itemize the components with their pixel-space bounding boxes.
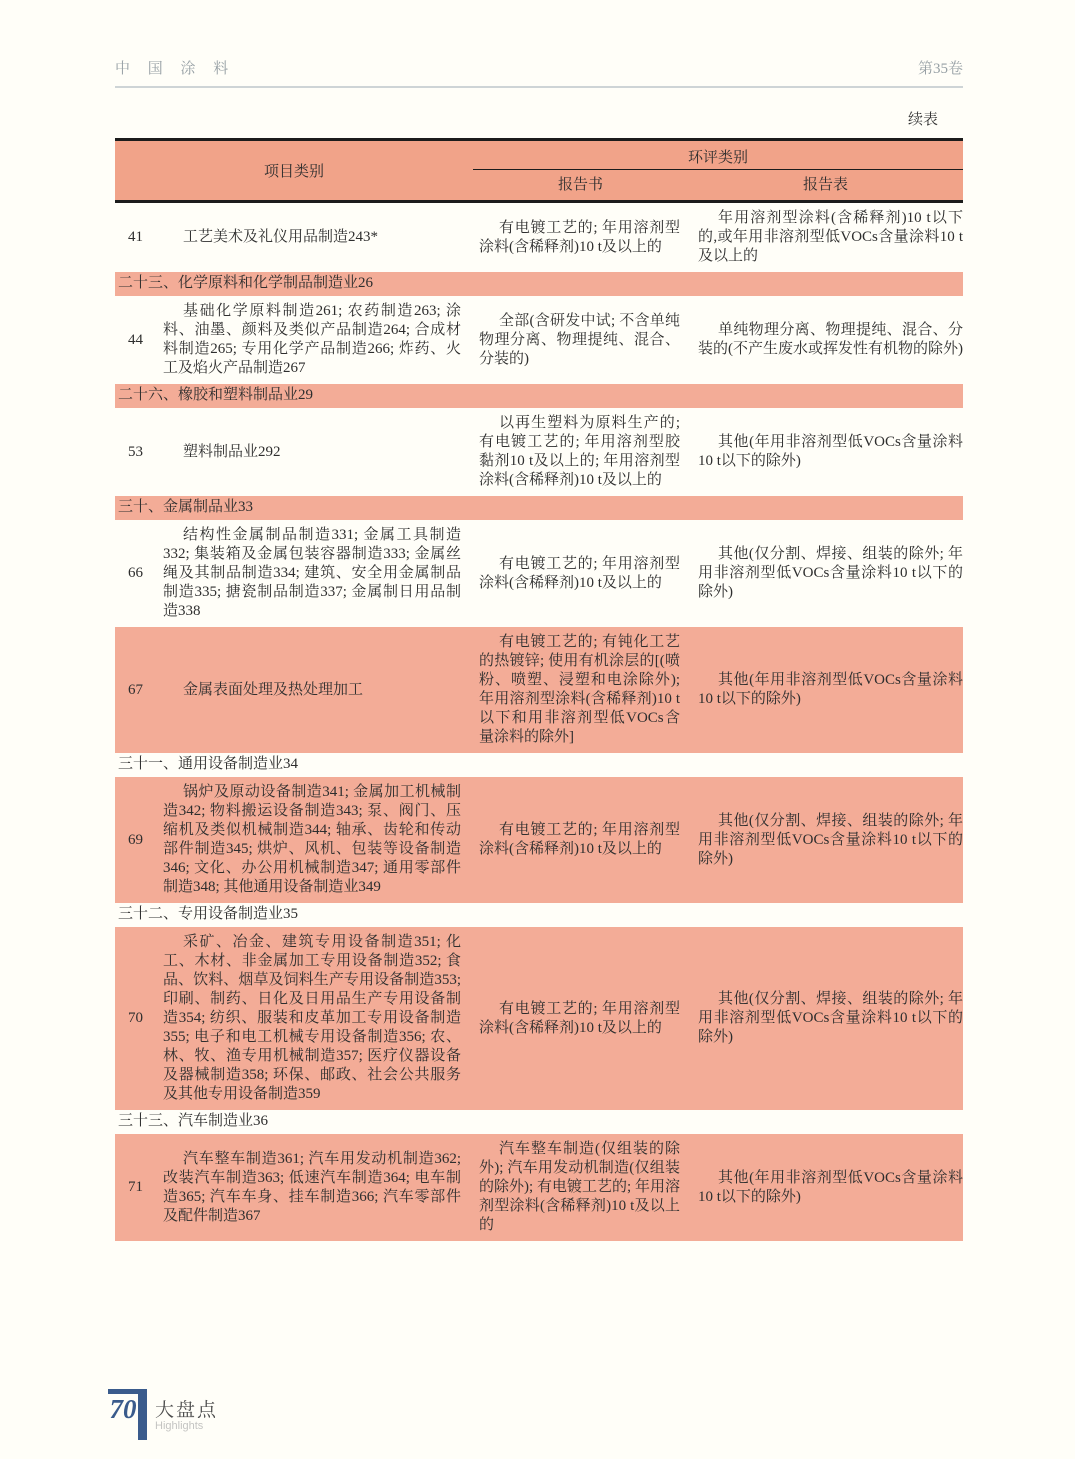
eia-category-table bbox=[115, 138, 963, 1241]
running-head bbox=[115, 57, 963, 78]
table-row bbox=[115, 408, 963, 496]
row-number: 67 bbox=[128, 681, 143, 698]
continued-table-label: 续表 bbox=[907, 112, 938, 128]
row-number: 44 bbox=[128, 331, 143, 348]
cell-report-book: 有电镀工艺的; 年用溶剂型涂料(含稀释剂)10 t及以上的 bbox=[479, 822, 680, 857]
column-subheaders bbox=[473, 169, 963, 200]
page-number: 70 bbox=[109, 1394, 137, 1424]
cell-project-category: 汽车整车制造361; 汽车用发动机制造362; 改装汽车制造363; 低速汽车制造364; 电车制造365; 汽车车身、挂车制造366; 汽车零部件及配件制造367 bbox=[163, 1150, 461, 1224]
row-number: 41 bbox=[128, 229, 143, 245]
section-band: 三十三、汽车制造业36 bbox=[118, 1113, 269, 1129]
cell-report-book: 汽车整车制造(仅组装的除外); 汽车用发动机制造(仅组装的除外); 有电镀工艺的; 年用溶剂型涂料(含稀释剂)10 t及以上的 bbox=[479, 1141, 680, 1233]
cell-report-form: 其他(年用非溶剂型低VOCs含量涂料10 t以下的除外) bbox=[698, 434, 963, 469]
column-header-report-book: 报告书 bbox=[557, 177, 603, 193]
row-number: 53 bbox=[128, 443, 143, 460]
section-band: 二十六、橡胶和塑料制品业29 bbox=[115, 384, 963, 408]
section-band: 三十二、专用设备制造业35 bbox=[118, 906, 299, 922]
table-row bbox=[115, 627, 963, 753]
cell-report-form: 其他(年用非溶剂型低VOCs含量涂料10 t以下的除外) bbox=[698, 672, 963, 707]
cell-project-category: 锅炉及原动设备制造341; 金属加工机械制造342; 物料搬运设备制造343; 泵、阀门、压缩机及类似机械制造344; 轴承、齿轮和传动部件制造345; 烘炉、风机、包装等设备制造346; 文化、办公用机械制造347; 通用零部件制造348; 其他通用设备制造业349 bbox=[163, 784, 461, 895]
table-header bbox=[115, 138, 963, 203]
column-header-eia: 环评类别 bbox=[687, 150, 748, 166]
row-number: 71 bbox=[128, 1179, 143, 1195]
cell-report-book: 全部(含研发中试; 不含单纯物理分离、物理提纯、混合、分装的) bbox=[479, 312, 680, 367]
cell-project-category: 工艺美术及礼仪用品制造243* bbox=[183, 229, 379, 245]
table-row bbox=[115, 203, 963, 272]
cell-project-category: 基础化学原料制造261; 农药制造263; 涂料、油墨、颜料及类似产品制造264; 合成材料制造265; 专用化学产品制造266; 炸药、火工及焰火产品制造267 bbox=[163, 303, 461, 376]
cell-report-form: 其他(仅分割、焊接、组装的除外; 年用非溶剂型低VOCs含量涂料10 t以下的除外) bbox=[698, 546, 963, 600]
footer-column-subtitle: Highlights bbox=[155, 1420, 204, 1432]
cell-report-book: 有电镀工艺的; 有钝化工艺的热镀锌; 使用有机涂层的[(喷粉、喷塑、浸塑和电涂除外); 年用溶剂型涂料(含稀释剂)10 t以下和用非溶剂型低VOCs含量涂料的除外] bbox=[479, 634, 680, 745]
cell-project-category: 结构性金属制品制造331; 金属工具制造332; 集装箱及金属包装容器制造333; 金属丝绳及其制品制造334; 建筑、安全用金属制品制造335; 搪瓷制品制造337; 金属制日用品制造338 bbox=[163, 527, 461, 619]
cell-report-book: 以再生塑料为原料生产的; 有电镀工艺的; 年用溶剂型胶黏剂10 t及以上的; 年用溶剂型涂料(含稀释剂)10 t及以上的 bbox=[479, 415, 680, 488]
footer-accent-bar-vertical bbox=[138, 1389, 147, 1440]
row-number: 69 bbox=[128, 831, 143, 848]
header-rule bbox=[115, 86, 963, 88]
journal-name: 中 国 涂 料 bbox=[115, 61, 236, 77]
cell-report-book: 有电镀工艺的; 年用溶剂型涂料(含稀释剂)10 t及以上的 bbox=[479, 555, 680, 591]
table-row bbox=[115, 777, 963, 903]
cell-project-category: 金属表面处理及热处理加工 bbox=[183, 681, 364, 698]
row-number: 66 bbox=[128, 565, 143, 581]
cell-report-form: 其他(仅分割、焊接、组装的除外; 年用非溶剂型低VOCs含量涂料10 t以下的除外) bbox=[698, 991, 963, 1045]
table-row bbox=[115, 296, 963, 384]
column-header-report-form: 报告表 bbox=[802, 177, 848, 193]
section-band: 三十一、通用设备制造业34 bbox=[118, 756, 299, 772]
row-number: 70 bbox=[128, 1010, 143, 1026]
section-band: 三十、金属制品业33 bbox=[115, 496, 963, 520]
table-body bbox=[115, 203, 963, 1241]
cell-report-book: 有电镀工艺的; 年用溶剂型涂料(含稀释剂)10 t及以上的 bbox=[479, 1000, 680, 1036]
page-footer bbox=[108, 1388, 368, 1450]
table-row bbox=[115, 520, 963, 627]
cell-report-book: 有电镀工艺的; 年用溶剂型涂料(含稀释剂)10 t及以上的 bbox=[479, 219, 680, 255]
section-band: 二十三、化学原料和化学制品制造业26 bbox=[115, 272, 963, 296]
cell-project-category: 采矿、冶金、建筑专用设备制造351; 化工、木材、非金属加工专用设备制造352; 食品、饮料、烟草及饲料生产专用设备制造353; 印刷、制药、日化及日用品生产专用设备制造354; 纺织、服装和皮革加工专用设备制造355; 电子和电工机械专用设备制造356; 农、林、牧、渔专用机械制造357; 医疗仪器设备及器械制造358; 环保、邮政、社会公共服务及其他专用设备制造359 bbox=[163, 934, 461, 1102]
column-header-eia-group bbox=[473, 141, 963, 200]
cell-report-form: 单纯物理分离、物理提纯、混合、分装的(不产生废水或挥发性有机物的除外) bbox=[698, 322, 963, 357]
cell-report-form: 其他(年用非溶剂型低VOCs含量涂料10 t以下的除外) bbox=[698, 1169, 963, 1205]
table-row bbox=[115, 927, 963, 1110]
cell-project-category: 塑料制品业292 bbox=[183, 443, 281, 460]
column-header-category: 项目类别 bbox=[263, 164, 324, 180]
footer-column-title: 大盘点 bbox=[155, 1400, 219, 1421]
cell-report-form: 其他(仅分割、焊接、组装的除外; 年用非溶剂型低VOCs含量涂料10 t以下的除外) bbox=[698, 812, 963, 867]
volume-label: 第35卷 bbox=[917, 61, 963, 77]
cell-report-form: 年用溶剂型涂料(含稀释剂)10 t以下的,或年用非溶剂型低VOCs含量涂料10 t及以上的 bbox=[698, 210, 963, 264]
table-row bbox=[115, 1134, 963, 1241]
